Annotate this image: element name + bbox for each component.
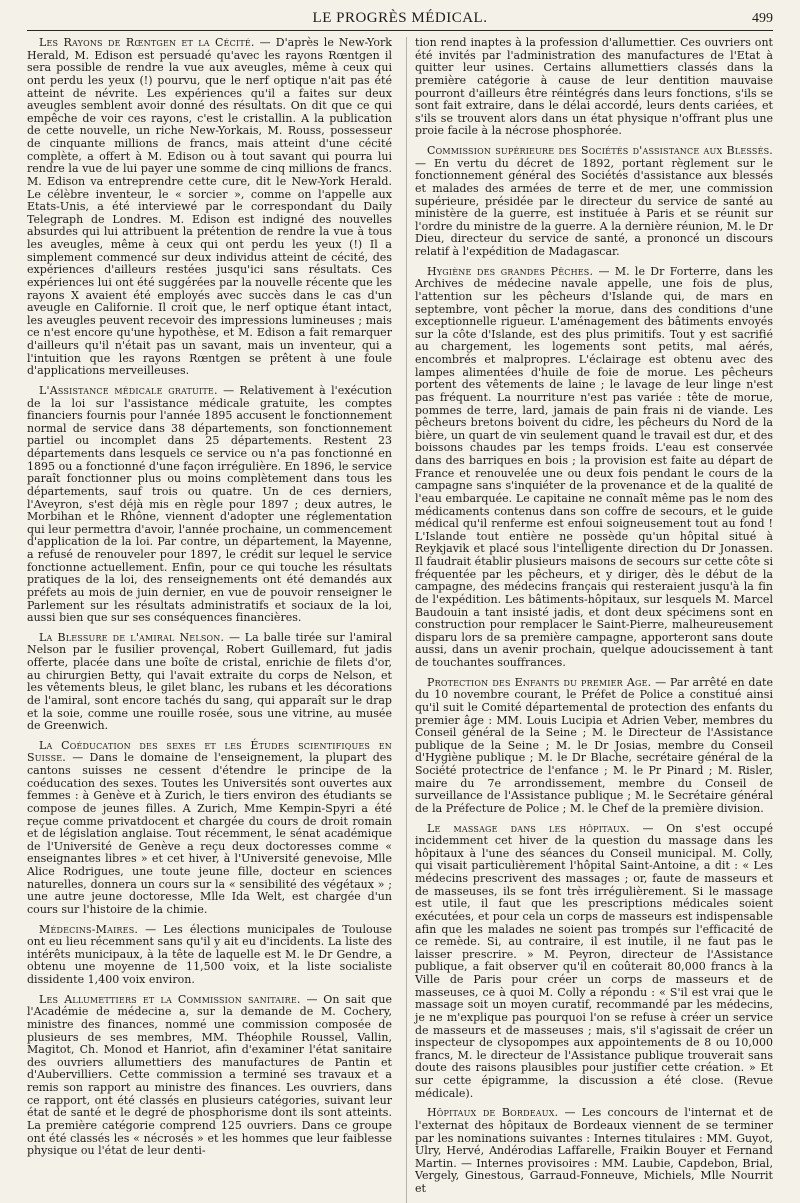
news-item bbox=[27, 924, 392, 987]
news-text: — Les concours de l'internat et de l'externat des hôpitaux de Bordeaux viennent de se terminer par les nominations suivantes : Internes titulaires : MM. Guyot, Ulry, Hervé, Andérodias Laffarelle, Fraikin Bouyer et Fernand Martin. — Internes provisoires : MM. Laubie, Capdebon, Brial, Vergely, Ginestous, Garraud-Fonneuve, Michiels, Mlle Nourrit et bbox=[415, 1106, 773, 1195]
news-item bbox=[27, 632, 392, 733]
news-text: — M. le Dr Forterre, dans les Archives de médecine navale appelle, une fois de plus, l'attention sur les pêcheurs d'Islande qui, de mars en septembre, vont pêcher la morue, dans des conditions d'une exceptionnelle rigueur. L'aménagement des bâtiments envoyés sur la côte d'Islande, est des plus primitifs. Tout y est sacrifié au chargement, les logements sont petits, mal aérés, encombrés et malpropres. L'éclairage est obtenu avec des lampes alimentées d'huile de foie de morue. Les pêcheurs portent des vêtements de laine ; le lavage de leur linge n'est pas fréquent. La nourriture n'est pas variée : tête de morue, pommes de terre, lard, jamais de pain frais ni de viande. Les pêcheurs bretons boivent du cidre, les pêcheurs du Nord de la bière, un quart de vin seulement quand le travail est dur, et des boissons chaudes par les temps froids. L'eau est conservée dans des barriques en bois ; la provision est faite au départ de France et renouvelée une ou deux fois pendant le cours de la campagne sans s'inquiéter de la provenance et de la qualité de l'eau embarquée. Le capitaine ne connaît même pas le nom des médicaments contenus dans son coffre de secours, et le guide médical qu'il renferme est enfoui soigneusement tout au fond ! L'Islande tout entière ne possède qu'un hôpital situé à Reykjavik et placé sous l'intelligente direction du Dr Jonassen. Il faudrait établir plusieurs maisons de secours sur cette côte si fréquentée par les pêcheurs, et y diriger, dès le début de la campagne, des médecins français qui resteraient jusqu'à la fin de l'expédition. Les bâtiments-hôpitaux, sur lesquels M. Marcel Baudouin a tant insisté jadis, et dont deux spécimens sont en construction pour remplacer le Saint-Pierre, malheureusement disparu lors de sa première campagne, apporteront sans doute aussi, dans un avenir prochain, quelque adoucissement à tant de touchantes souffrances. bbox=[415, 264, 774, 669]
news-item bbox=[415, 37, 773, 138]
news-heading: Les Rayons de Rœntgen et la Cécité. bbox=[39, 36, 255, 49]
right-column bbox=[406, 37, 773, 1203]
news-text: — Dans le domaine de l'enseignement, la plupart des cantons suisses ne cessent d'étendre le principe de la coéducation des sexes. Toutes les Universités sont ouvertes aux femmes : à Genève et à Zurich, le tiers environ des étudiants se compose de jeunes filles. A Zurich, Mme Kempin-Spyri a été reçue comme privatdocent et chargée du cours de droit romain et de législation anglaise. Tout récemment, le sénat académique de l'Université de Genève a reçu deux doctoresses comme « enseignantes libres » et cet hiver, à l'Université genevoise, Mlle Alice Rodrigues, une toute jeune fille, docteur en sciences naturelles, donnera un cours sur la « sensibilité des végétaux » ; une autre jeune doctoresse, Mlle Ida Welt, est chargée d'un cours sur l'histoire de la chimie. bbox=[27, 751, 392, 916]
news-heading: Hygiène des grandes Pêches. bbox=[427, 264, 594, 278]
news-text: — En vertu du décret de 1892, portant règlement sur le fonctionnement général des Sociétés d'assistance aux blessés et malades des armées de terre et de mer, une commission supérieure, présidée par le directeur du service de santé au ministère de la guerre, est instituée à Paris et se réunit sur l'ordre du ministre de la guerre. A la dernière réunion, M. le Dr Dieu, directeur du service de santé, a prononcé un discours relatif à l'expédition de Madagascar. bbox=[415, 156, 773, 258]
article-columns bbox=[27, 37, 773, 1203]
news-item bbox=[415, 1107, 773, 1195]
news-heading: L'Assistance médicale gratuite. bbox=[39, 383, 218, 397]
news-heading: Protection des Enfants du premier Age. bbox=[427, 675, 652, 689]
journal-title: LE PROGRÈS MÉDICAL. bbox=[312, 10, 488, 26]
news-item bbox=[27, 994, 392, 1158]
page-header bbox=[27, 0, 773, 31]
news-heading: La Blessure de l'amiral Nelson. bbox=[39, 630, 225, 644]
news-heading: Commission supérieure des Sociétés d'assistance aux Blessés. bbox=[427, 144, 773, 157]
news-item bbox=[415, 145, 773, 259]
news-text: — D'après le New-York Herald, M. Edison est persuadé qu'avec les rayons Rœntgen il sera possible de rendre la vue aux aveugles, même à ceux qui ont perdu les yeux (!) pourvu, que le nerf optique n'ait pas été atteint de névrite. Les expériences qu'il a faites sur deux aveugles semblent avoir donné des résultats. On dit que ce qui empêche de voir ces rayons, c'est le cristallin. A la publication de cette nouvelle, un riche New-Yorkais, M. Rouss, possesseur de cinquante millions de francs, mais atteint d'une cécité complète, a offert à M. Edison ou à tout savant qui pourra lui rendre la vue de lui payer une somme de cinq millions de francs. M. Edison va entreprendre cette cure, dit le New-York Herald. Le célèbre inventeur, le « sorcier », comme on l'appelle aux Etats-Unis, a été interviewé par le correspondant du Daily Telegraph de Londres. M. Edison est indigné des nouvelles absurdes qui lui attribuent la prétention de rendre la vue à tous les aveugles, même à ceux qui ont perdu les yeux (!) Il a simplement commencé sur deux individus atteint de cécité, des expériences d'ailleurs restées jusqu'ici sans résultats. Ces expériences lui ont été suggérées par la nouvelle récente que les rayons X avaient été employés avec succès dans le cas d'un aveugle en Californie. Il croit que, le nerf optique étant intact, les aveugles peuvent recevoir des impressions lumineuses ; mais ce n'est encore qu'une hypothèse, et M. Edison a fait remarquer d'ailleurs qu'il n'était pas un savant, mais un inventeur, qui a l'intuition que les rayons Rœntgen se prêtent à une foule d'applications merveilleuses. bbox=[27, 36, 392, 378]
news-text: tion rend inaptes à la profession d'allumettier. Ces ouvriers ont été invités par l'administration des manufactures de l'Etat à quitter leur usines. Certains allumettiers classés dans la première catégorie à cause de leur dentition mauvaise pourront d'ailleurs être réintégrés dans leurs fonctions, s'ils se sont fait extraire, dans le délai accordé, leurs dents cariées, et s'ils se trouvent alors dans un état physique n'offrant plus une proie facile à la nécrose phosphorée. bbox=[415, 36, 773, 138]
news-item bbox=[27, 385, 392, 625]
news-text: — La balle tirée sur l'amiral Nelson par le fusilier provençal, Robert Guillemard, fut jadis offerte, placée dans une boîte de cristal, enrichie de filets d'or, au chirurgien Betty, qui l'avait extraite du corps de Nelson, et les vêtements bleus, le gilet blanc, les rubans et les décorations de l'amiral, sont encore tachés du sang, qui apparaît sur le drap et la soie, comme une rouille rosée, sous une vitrine, au musée de Greenwich. bbox=[27, 630, 392, 733]
news-heading: Le massage dans les hôpitaux. bbox=[427, 821, 630, 835]
news-text: — Relativement à l'exécution de la loi sur l'assistance médicale gratuite, les comptes financiers fournis pour l'année 1895 accusent le fonctionnement normal de service dans 38 départements, son fonctionnement partiel ou incomplet dans 25 départements. Restent 23 départements dans lesquels ce service ou n'a pas fonctionné en 1895 ou a fonctionné d'une façon irrégulière. En 1896, le service paraît fonctionner plus ou moins complètement dans tous les départements, sauf trois ou quatre. Un de ces derniers, l'Aveyron, s'est déjà mis en règle pour 1897 ; deux autres, le Morbihan et le Rhône, viennent d'adopter une réglementation qui leur permettra d'avoir, l'année prochaine, un commencement d'application de la loi. Par contre, un département, la Mayenne, a refusé de renouveler pour 1897, le crédit sur lequel le service fonctionne actuellement. Enfin, pour ce qui touche les résultats pratiques de la loi, des renseignements ont été demandés aux préfets au mois de juin dernier, en vue de pouvoir renseigner le Parlement sur les résultats administratifs et sociaux de la loi, aussi bien que sur ses conséquences financières. bbox=[27, 383, 392, 625]
news-item bbox=[27, 740, 392, 917]
page-number: 499 bbox=[752, 11, 773, 26]
news-heading: Les Allumettiers et la Commission sanitaire. bbox=[39, 992, 301, 1006]
news-text: — On sait que l'Académie de médecine a, sur la demande de M. Cochery, ministre des finances, nommé une commission composée de plusieurs de ses membres, MM. Théophile Roussel, Vallin, Magitot, Ch. Monod et Hanriot, afin d'examiner l'état sanitaire des ouvriers allumettiers des manufactures de Pantin et d'Aubervilliers. Cette commission a terminé ses travaux et a remis son rapport au ministre des finances. Les ouvriers, dans ce rapport, ont été classés en plusieurs catégories, suivant leur état de santé et le degré de phosphorisme dont ils sont atteints. La première catégorie comprend 125 ouvriers. Dans ce groupe ont été classés les « nécrosés » et les hommes que leur faiblesse physique ou l'état de leur denti- bbox=[27, 992, 393, 1158]
news-item bbox=[415, 266, 773, 670]
news-heading: Médecins-Maires. bbox=[39, 922, 139, 936]
news-item bbox=[27, 37, 392, 378]
news-text: — On s'est occupé incidemment cet hiver de la question du massage dans les hôpitaux à l'une des séances du Conseil municipal. M. Colly, qui visait particulièrement l'hôpital Saint-Antoine, a dit : « Les médecins prescrivent des massages ; or, faute de masseurs et de masseuses, ils se font très irrégulièrement. Si le massage est utile, il faut que les prescriptions médicales soient exécutées, et pour cela un corps de masseurs est indispensable afin que les malades ne soient pas trompés sur l'efficacité de ce remède. Si, au contraire, il est inutile, il ne faut pas le laisser prescrire. » M. Peyron, directeur de l'Assistance publique, a fait observer qu'il en coûterait 80,000 francs à la Ville de Paris pour créer un corps de masseurs et de masseuses, ce à quoi M. Colly a répondu : « S'il est vrai que le massage soit un moyen curatif, recommandé par les médecins, je ne m'explique pas pourquoi l'on se refuse à créer un service de masseurs et de masseuses ; mais, s'il s'agissait de créer un inspecteur de clysopompes aux appointements de 8 ou 10,000 francs, M. le directeur de l'Assistance publique trouverait sans doute des raisons plausibles pour justifier cette création. » Et sur cette épigramme, la discussion a été close. (Revue médicale). bbox=[415, 821, 773, 1100]
news-item bbox=[415, 677, 773, 816]
news-item bbox=[415, 823, 773, 1101]
news-heading: La Coéducation des sexes et les Études scientifiques en Suisse. bbox=[27, 738, 392, 765]
left-column bbox=[27, 37, 394, 1165]
news-text: — Par arrêté en date du 10 novembre courant, le Préfet de Police a constitué ainsi qu'il suit le Comité départemental de protection des enfants du premier âge : MM. Louis Lucipia et Adrien Veber, membres du Conseil général de la Seine ; M. le Directeur de l'Assistance publique de la Seine ; M. le Dr Josias, membre du Conseil d'Hygiène publique ; M. le Dr Blache, secrétaire général de la Société protectrice de l'enfance ; M. le Pr Pinard ; M. Risler, maire du 7e arrondissement, membre du Conseil de surveillance de l'Assistance publique ; M. le Secrétaire général de la Préfecture de Police ; M. le Chef de la première division. bbox=[415, 675, 773, 815]
news-text: — Les élections municipales de Toulouse ont eu lieu récemment sans qu'il y ait eu d'incidents. La liste des intérêts municipaux, à la tête de laquelle est M. le Dr Gendre, a obtenu une moyenne de 11,500 voix, et la liste socialiste dissidente 1,400 voix environ. bbox=[27, 922, 392, 986]
news-heading: Hôpitaux de Bordeaux. bbox=[427, 1106, 559, 1120]
